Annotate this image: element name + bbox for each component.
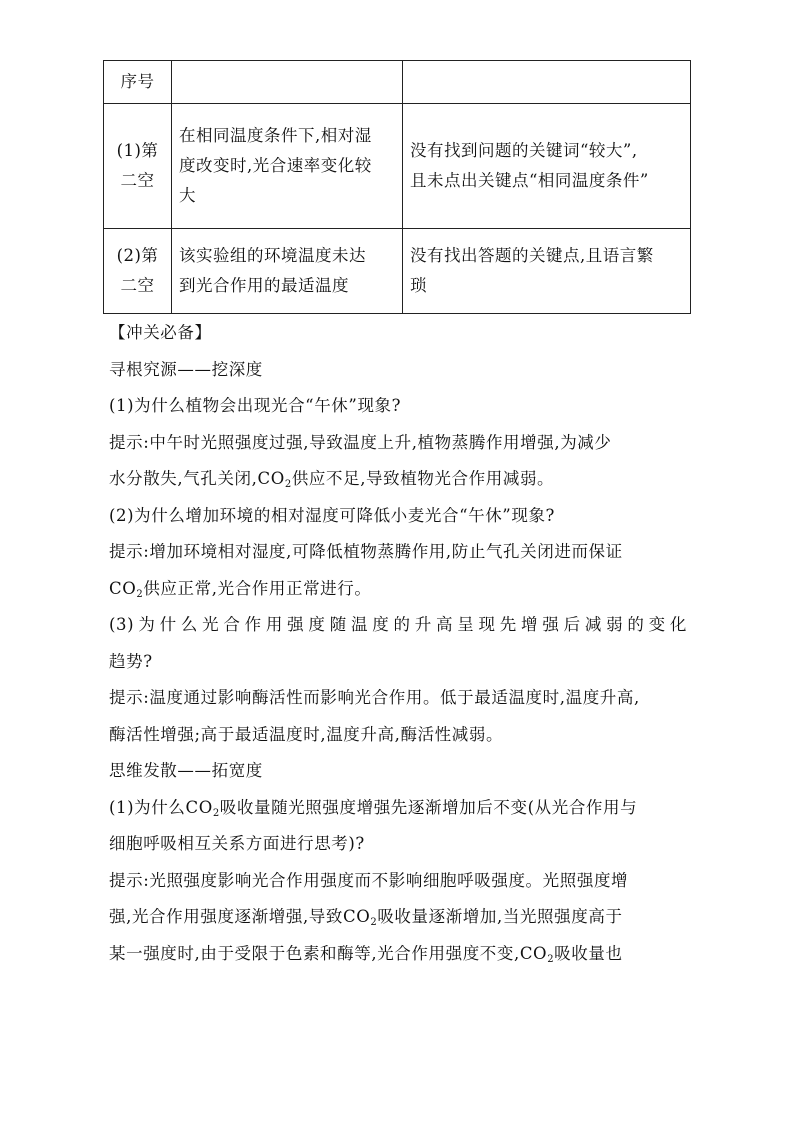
table-cell-id: (2)第 二空 (104, 229, 172, 314)
body-text (109, 315, 687, 972)
table-cell-id: (1)第 二空 (104, 104, 172, 229)
hint-line: 某一强度时,由于受限于色素和酶等,光合作用强度不变$,CO_2$吸收量也 (109, 943, 623, 965)
table-header-cell: 序号 (104, 61, 172, 104)
hint-line: 提示:中午时光照强度过强,导致温度上升,植物蒸腾作用增强,为减少 (109, 432, 612, 452)
question-line: (3)为什么光合作用强度随温度的升高呈现先增强后减弱的变化 (109, 615, 687, 634)
hint-line: 提示:增加环境相对湿度,可降低植物蒸腾作用,防止气孔关闭进而保证 (109, 542, 623, 561)
error-analysis-table (103, 60, 691, 314)
question-line: (1)为什么植物会出现光合“午休”现象? (109, 396, 402, 415)
hint-line: 酶活性增强;高于最适温度时,温度升高,酶活性减弱。 (109, 724, 504, 744)
question-line: 细胞呼吸相互关系方面进行思考)? (109, 834, 365, 853)
section-heading: 【冲关必备】 (109, 323, 212, 342)
hint-line: 水分散失,气孔关闭$,CO_2$供应不足,导致植物光合作用减弱。 (109, 469, 555, 490)
question-line: (2)为什么增加环境的相对湿度可降低小麦光合“午休”现象? (109, 505, 555, 525)
table-row (104, 229, 691, 314)
hint-line: 强,光合作用强度逐渐增强,导致$CO_2$吸收量逐渐增加,当光照强度高于 (109, 907, 623, 928)
subsection-heading: 寻根究源——挖深度 (109, 359, 263, 379)
table-cell-answer: 在相同温度条件下,相对湿 度改变时,光合速率变化较 大 (172, 104, 403, 229)
hint-line: 提示:光照强度影响光合作用强度而不影响细胞呼吸强度。光照强度增 (109, 870, 629, 890)
table-row (104, 104, 691, 229)
hint-line: $CO_2$供应正常,光合作用正常进行。 (109, 578, 372, 600)
table-cell-answer: 该实验组的环境温度未达 到光合作用的最适温度 (172, 229, 403, 314)
subsection-heading: 思维发散——拓宽度 (109, 761, 263, 780)
table-header-row (104, 61, 691, 104)
question-line: (1)为什么$CO_2$吸收量随光照强度增强先逐渐增加后不变(从光合作用与 (109, 797, 638, 819)
hint-line: 提示:温度通过影响酶活性而影响光合作用。低于最适温度时,温度升高, (109, 688, 640, 707)
table-header-cell (172, 61, 403, 104)
table-cell-comment: 没有找出答题的关键点,且语言繁 琐 (403, 229, 691, 314)
question-line: 趋势? (109, 651, 153, 671)
table-header-cell (403, 61, 691, 104)
table-cell-comment: 没有找到问题的关键词“较大”, 且未点出关键点“相同温度条件” (403, 104, 691, 229)
